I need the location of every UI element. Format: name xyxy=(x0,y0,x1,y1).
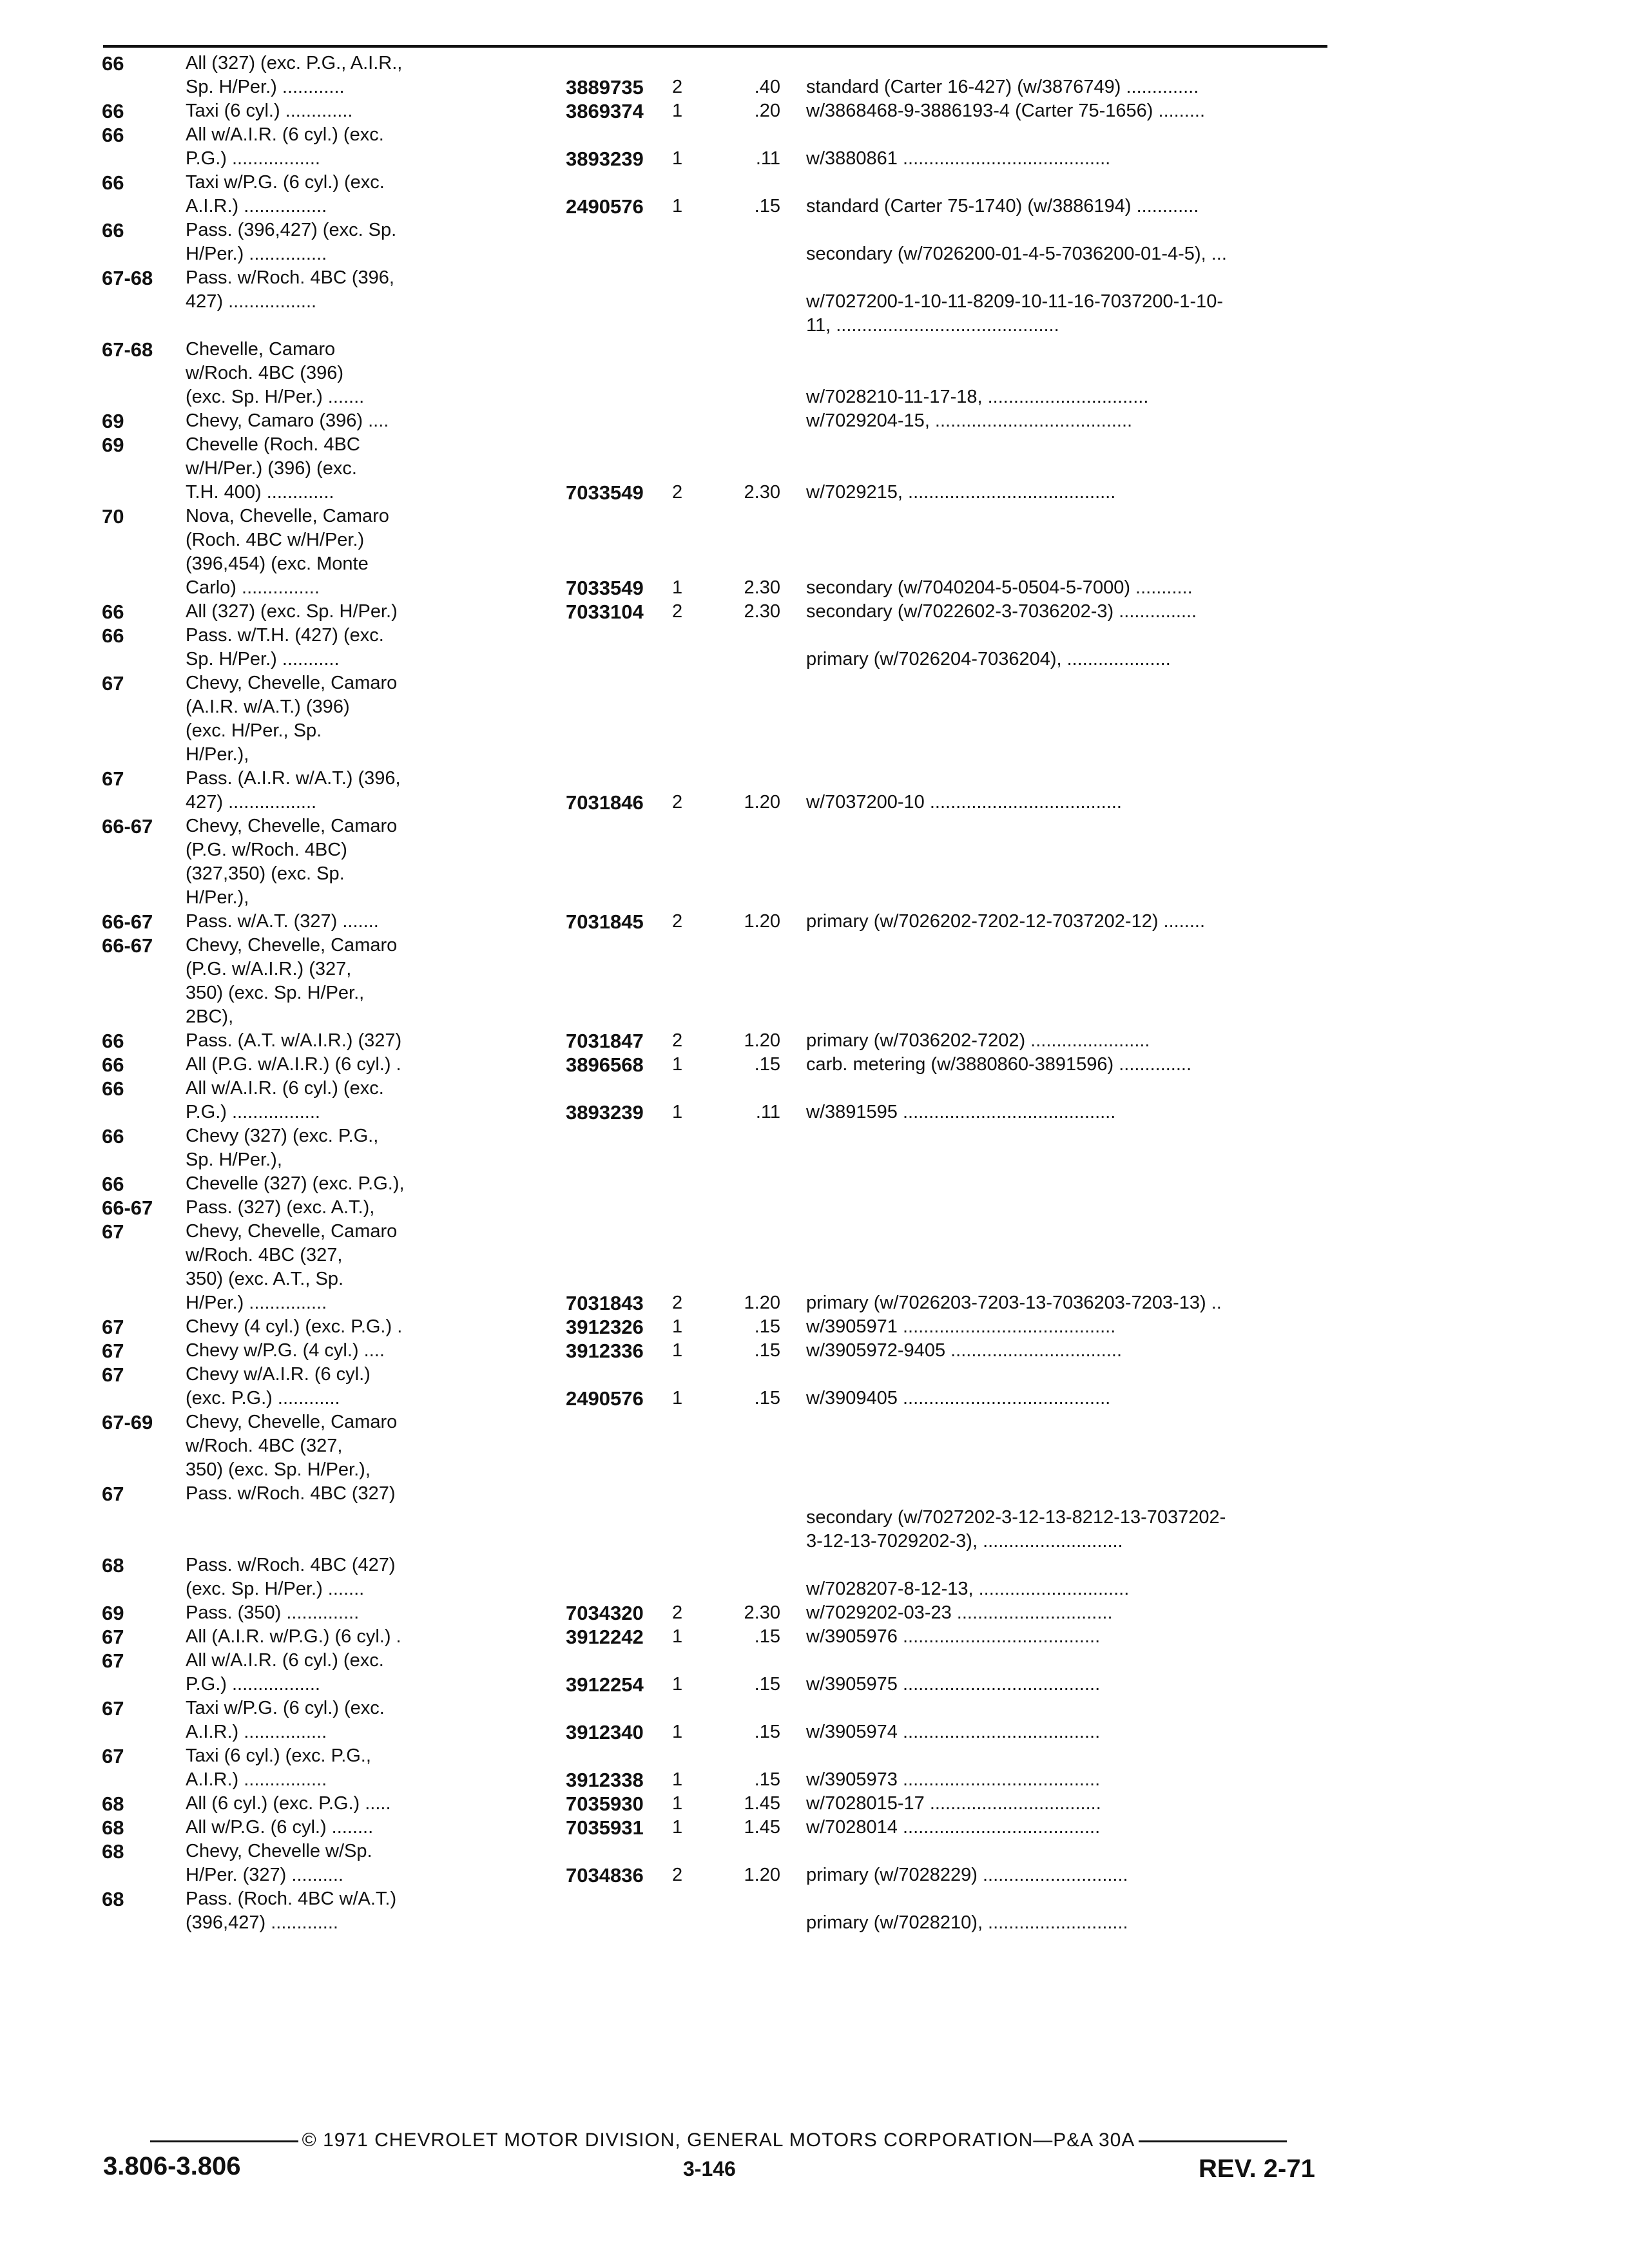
quantity: 2 xyxy=(672,1030,683,1051)
model-year: 68 xyxy=(102,1816,124,1839)
part-number xyxy=(566,624,672,648)
table-row xyxy=(102,433,1339,505)
quantity: 1 xyxy=(672,1817,683,1838)
quantity: 1 xyxy=(672,1626,683,1647)
price: 2.30 xyxy=(744,601,780,622)
application-description: Pass. (350) .............. xyxy=(186,1602,360,1623)
quantity: 1 xyxy=(672,1102,683,1122)
application-description: All (6 cyl.) (exc. P.G.) ..... xyxy=(186,1793,391,1814)
part-number xyxy=(566,1124,672,1148)
price: 1.20 xyxy=(744,1865,780,1885)
quantity: 1 xyxy=(672,1054,683,1075)
price: 1.20 xyxy=(744,911,780,932)
model-year: 66 xyxy=(102,1173,124,1195)
model-year: 66-67 xyxy=(102,1196,153,1219)
section-reference: 3.806-3.806 xyxy=(103,2152,241,2180)
part-number: 3912336 xyxy=(566,1340,644,1362)
model-year: 66 xyxy=(102,52,124,75)
quantity: 1 xyxy=(672,577,683,598)
application-description: All w/A.I.R. (6 cyl.) (exc. P.G.) ................. xyxy=(186,1650,384,1695)
model-year: 67-68 xyxy=(102,338,153,361)
application-description: All (327) (exc. P.G., A.I.R., Sp. H/Per.) ............ xyxy=(186,53,403,97)
usage-note: standard (Carter 75-1740) (w/3886194) ............ xyxy=(806,196,1199,216)
usage-note: primary (w/7028210), ........................... xyxy=(806,1912,1128,1933)
revision-label: REV. 2-71 xyxy=(1199,2155,1315,2183)
application-description: Chevy, Chevelle, Camaro (A.I.R. w/A.T.) (396) (exc. H/Per., Sp. H/Per.), xyxy=(186,673,398,765)
part-number: 7031846 xyxy=(566,791,644,814)
part-number: 3912242 xyxy=(566,1626,644,1648)
quantity xyxy=(672,1124,703,1148)
application-description: Pass. (A.T. w/A.I.R.) (327) xyxy=(186,1030,402,1051)
quantity: 2 xyxy=(672,911,683,932)
model-year: 66 xyxy=(102,601,124,623)
quantity: 2 xyxy=(672,601,683,622)
model-year: 66-67 xyxy=(102,910,153,933)
table-row xyxy=(102,1172,1339,1196)
price: 1.45 xyxy=(744,1793,780,1814)
model-year: 66 xyxy=(102,1125,124,1148)
table-row xyxy=(102,1840,1339,1887)
part-number: 7035931 xyxy=(566,1816,644,1839)
usage-note: w/7028210-11-17-18, ............................... xyxy=(806,387,1149,407)
price: .15 xyxy=(754,1626,780,1647)
part-number: 7033549 xyxy=(566,577,644,599)
part-number: 2490576 xyxy=(566,195,644,218)
application-description: Pass. (396,427) (exc. Sp. H/Per.) ............... xyxy=(186,220,397,264)
part-number: 3912326 xyxy=(566,1316,644,1338)
model-year: 69 xyxy=(102,434,124,456)
usage-note: primary (w/7026203-7203-13-7036203-7203-13) .. xyxy=(806,1293,1222,1313)
table-row xyxy=(102,1077,1339,1124)
part-number: 2490576 xyxy=(566,1387,644,1410)
application-description: Nova, Chevelle, Camaro (Roch. 4BC w/H/Per.) (396,454) (exc. Monte Carlo) ............... xyxy=(186,506,389,598)
quantity xyxy=(672,338,703,385)
quantity: 1 xyxy=(672,196,683,216)
model-year: 66 xyxy=(102,219,124,242)
table-row xyxy=(102,1792,1339,1816)
table-row xyxy=(102,1601,1339,1625)
usage-note: primary (w/7036202-7202) ....................... xyxy=(806,1030,1150,1051)
application-description: Pass. w/T.H. (427) (exc. Sp. H/Per.) ........... xyxy=(186,625,384,669)
application-description: All (A.I.R. w/P.G.) (6 cyl.) . xyxy=(186,1626,401,1647)
model-year: 66 xyxy=(102,1077,124,1100)
part-number xyxy=(566,1410,672,1458)
model-year: 68 xyxy=(102,1840,124,1863)
usage-note: w/3905976 ...................................... xyxy=(806,1626,1101,1647)
table-row xyxy=(102,1625,1339,1649)
price xyxy=(703,934,806,1005)
usage-note: w/3905973 ...................................... xyxy=(806,1769,1101,1790)
table-row xyxy=(102,99,1339,123)
application-description: Chevy (4 cyl.) (exc. P.G.) . xyxy=(186,1316,403,1337)
quantity: 2 xyxy=(672,792,683,812)
quantity xyxy=(672,1410,703,1458)
model-year: 66 xyxy=(102,1030,124,1052)
usage-note: secondary (w/7026200-01-4-5-7036200-01-4-5), ... xyxy=(806,244,1227,264)
quantity: 1 xyxy=(672,1674,683,1695)
application-description: Chevelle, Camaro w/Roch. 4BC (396) (exc. Sp. H/Per.) ....... xyxy=(186,339,365,407)
application-description: Chevy w/A.I.R. (6 cyl.) (exc. P.G.) ............ xyxy=(186,1364,371,1408)
model-year: 67 xyxy=(102,1220,124,1243)
price: 1.20 xyxy=(744,792,780,812)
usage-note: w/3868468-9-3886193-4 (Carter 75-1656) ......... xyxy=(806,101,1206,121)
table-row xyxy=(102,910,1339,934)
model-year: 68 xyxy=(102,1792,124,1815)
part-number: 7031843 xyxy=(566,1292,644,1314)
usage-note: w/3905971 ......................................... xyxy=(806,1316,1116,1337)
quantity xyxy=(672,934,703,1005)
table-row xyxy=(102,1410,1339,1482)
application-description: Pass. w/Roch. 4BC (396, 427) ................. xyxy=(186,267,394,312)
model-year: 68 xyxy=(102,1554,124,1577)
application-description: Taxi w/P.G. (6 cyl.) (exc. A.I.R.) ................ xyxy=(186,1698,385,1742)
part-number: 7031845 xyxy=(566,910,644,933)
quantity: 1 xyxy=(672,1316,683,1337)
application-description: Pass. w/Roch. 4BC (427) (exc. Sp. H/Per.) ....... xyxy=(186,1555,396,1599)
price: .15 xyxy=(754,1054,780,1075)
table-row xyxy=(102,266,1339,338)
part-number: 3912338 xyxy=(566,1769,644,1791)
usage-note: w/7028014 ...................................... xyxy=(806,1817,1101,1838)
model-year: 66 xyxy=(102,124,124,146)
usage-note: standard (Carter 16-427) (w/3876749) .............. xyxy=(806,77,1199,97)
part-number: 3912254 xyxy=(566,1673,644,1696)
usage-note: secondary (w/7040204-5-0504-5-7000) ........... xyxy=(806,577,1193,598)
application-description: Pass. w/A.T. (327) ....... xyxy=(186,911,379,932)
application-description: Chevy, Chevelle, Camaro (P.G. w/A.I.R.) (327, 350) (exc. Sp. H/Per., 2BC), xyxy=(186,935,398,1027)
application-description: Chevy w/P.G. (4 cyl.) .... xyxy=(186,1340,385,1361)
part-number: 7033104 xyxy=(566,601,644,623)
application-description: Chevy, Camaro (396) .... xyxy=(186,410,389,431)
price xyxy=(703,1887,806,1911)
usage-note: w/3891595 ......................................... xyxy=(806,1102,1116,1122)
application-description: Taxi (6 cyl.) ............. xyxy=(186,101,353,121)
application-description: Chevy, Chevelle, Camaro w/Roch. 4BC (327, 350) (exc. A.T., Sp. H/Per.) ............... xyxy=(186,1221,398,1313)
part-number xyxy=(566,934,672,1005)
model-year: 67 xyxy=(102,1626,124,1648)
application-description: Pass. w/Roch. 4BC (327) xyxy=(186,1483,396,1504)
price: .15 xyxy=(754,1769,780,1790)
page-number: 3-146 xyxy=(683,2157,736,2180)
table-row xyxy=(102,1553,1339,1601)
table-row xyxy=(102,1196,1339,1220)
quantity xyxy=(672,1553,703,1577)
top-rule xyxy=(103,45,1327,48)
model-year: 66-67 xyxy=(102,815,153,838)
usage-note: w/7028207-8-12-13, ............................. xyxy=(806,1579,1130,1599)
model-year: 66-67 xyxy=(102,934,153,957)
application-description: All (327) (exc. Sp. H/Per.) xyxy=(186,601,398,622)
usage-note: secondary (w/7027202-3-12-13-8212-13-7037202- 3-12-13-7029202-3), ........................... xyxy=(806,1507,1226,1552)
quantity: 1 xyxy=(672,101,683,121)
model-year: 67 xyxy=(102,1745,124,1767)
price: 1.20 xyxy=(744,1293,780,1313)
table-row xyxy=(102,505,1339,600)
part-number xyxy=(566,814,672,886)
parts-list xyxy=(102,52,1339,1935)
application-description: Taxi (6 cyl.) (exc. P.G., A.I.R.) ................ xyxy=(186,1745,371,1790)
table-row xyxy=(102,934,1339,1029)
application-description: Chevy, Chevelle w/Sp. H/Per. (327) .......... xyxy=(186,1841,372,1885)
quantity: 1 xyxy=(672,1388,683,1408)
quantity xyxy=(672,1887,703,1911)
model-year: 69 xyxy=(102,410,124,432)
price xyxy=(703,624,806,648)
price: .15 xyxy=(754,196,780,216)
model-year: 67 xyxy=(102,1363,124,1386)
price: 2.30 xyxy=(744,1602,780,1623)
application-description: Taxi w/P.G. (6 cyl.) (exc. A.I.R.) ................ xyxy=(186,172,385,216)
table-row xyxy=(102,1339,1339,1363)
usage-note: carb. metering (w/3880860-3891596) .............. xyxy=(806,1054,1192,1075)
quantity xyxy=(672,671,703,743)
quantity: 2 xyxy=(672,77,683,97)
usage-note: w/3905972-9405 ................................. xyxy=(806,1340,1123,1361)
usage-note: primary (w/7028229) ............................ xyxy=(806,1865,1128,1885)
table-row xyxy=(102,52,1339,99)
application-description: Chevy, Chevelle, Camaro w/Roch. 4BC (327, 350) (exc. Sp. H/Per.), xyxy=(186,1412,398,1480)
table-row xyxy=(102,171,1339,218)
usage-note: primary (w/7026202-7202-12-7037202-12) ........ xyxy=(806,911,1206,932)
usage-note: w/7029215, ........................................ xyxy=(806,482,1116,503)
table-row xyxy=(102,1363,1339,1410)
quantity xyxy=(672,266,703,290)
usage-note: w/7037200-10 ..................................... xyxy=(806,792,1122,812)
application-description: Pass. (Roch. 4BC w/A.T.) (396,427) ............. xyxy=(186,1888,397,1933)
price xyxy=(703,814,806,886)
model-year: 69 xyxy=(102,1602,124,1624)
quantity: 2 xyxy=(672,1865,683,1885)
price xyxy=(703,1553,806,1577)
part-number: 3893239 xyxy=(566,1101,644,1124)
part-number: 3912340 xyxy=(566,1721,644,1744)
price: .11 xyxy=(755,1102,780,1122)
quantity xyxy=(672,624,703,648)
table-row xyxy=(102,671,1339,767)
model-year: 67 xyxy=(102,767,124,790)
usage-note: w/3905974 ...................................... xyxy=(806,1722,1101,1742)
table-row xyxy=(102,600,1339,624)
price: .15 xyxy=(754,1722,780,1742)
usage-note: w/7028015-17 ................................. xyxy=(806,1793,1101,1814)
price: .15 xyxy=(754,1316,780,1337)
price: .15 xyxy=(754,1388,780,1408)
price xyxy=(703,218,806,242)
part-number xyxy=(566,1887,672,1911)
part-number: 7034320 xyxy=(566,1602,644,1624)
quantity: 2 xyxy=(672,482,683,503)
table-row xyxy=(102,1887,1339,1935)
part-number: 7031847 xyxy=(566,1030,644,1052)
usage-note: w/7029204-15, ...................................... xyxy=(806,410,1133,431)
table-row xyxy=(102,1482,1339,1553)
table-row xyxy=(102,624,1339,671)
quantity xyxy=(672,218,703,242)
usage-note: w/3880861 ........................................ xyxy=(806,148,1111,169)
price xyxy=(703,266,806,290)
quantity: 1 xyxy=(672,1769,683,1790)
model-year: 67 xyxy=(102,1483,124,1505)
application-description: Pass. (A.I.R. w/A.T.) (396, 427) ................. xyxy=(186,768,401,812)
table-row xyxy=(102,1029,1339,1053)
part-number: 7033549 xyxy=(566,481,644,504)
model-year: 67-69 xyxy=(102,1411,153,1434)
table-row xyxy=(102,1744,1339,1792)
quantity: 1 xyxy=(672,1340,683,1361)
model-year: 67 xyxy=(102,1340,124,1362)
model-year: 67 xyxy=(102,672,124,695)
application-description: Chevelle (327) (exc. P.G.), xyxy=(186,1173,405,1194)
price: .11 xyxy=(755,148,780,169)
table-row xyxy=(102,1696,1339,1744)
table-row xyxy=(102,1315,1339,1339)
quantity: 2 xyxy=(672,1602,683,1623)
quantity: 2 xyxy=(672,1293,683,1313)
application-description: All w/A.I.R. (6 cyl.) (exc. P.G.) ................. xyxy=(186,1078,384,1122)
usage-note: secondary (w/7022602-3-7036202-3) ............... xyxy=(806,601,1197,622)
price xyxy=(703,1124,806,1148)
price xyxy=(703,338,806,385)
part-number xyxy=(566,266,672,290)
quantity: 1 xyxy=(672,148,683,169)
model-year: 67 xyxy=(102,1649,124,1672)
model-year: 66 xyxy=(102,1053,124,1076)
copyright-line: © 1971 CHEVROLET MOTOR DIVISION, GENERAL MOTORS CORPORATION—P&A 30A xyxy=(103,2129,1334,2151)
part-number: 3889735 xyxy=(566,76,644,99)
usage-note: w/7027200-1-10-11-8209-10-11-16-7037200-1-10- 11, ........................................... xyxy=(806,291,1224,336)
application-description: Pass. (327) (exc. A.T.), xyxy=(186,1197,375,1218)
usage-note: w/3905975 ...................................... xyxy=(806,1674,1101,1695)
application-description: All w/A.I.R. (6 cyl.) (exc. P.G.) ................. xyxy=(186,124,384,169)
price: 1.20 xyxy=(744,1030,780,1051)
table-row xyxy=(102,409,1339,433)
usage-note: w/7029202-03-23 .............................. xyxy=(806,1602,1113,1623)
price: .20 xyxy=(754,101,780,121)
model-year: 66 xyxy=(102,171,124,194)
model-year: 67 xyxy=(102,1316,124,1338)
model-year: 66 xyxy=(102,100,124,122)
part-number xyxy=(566,1553,672,1577)
model-year: 66 xyxy=(102,624,124,647)
part-number xyxy=(566,338,672,385)
application-description: Chevy (327) (exc. P.G., Sp. H/Per.), xyxy=(186,1126,379,1170)
part-number xyxy=(566,218,672,242)
part-number: 7034836 xyxy=(566,1864,644,1887)
table-row xyxy=(102,338,1339,409)
application-description: Chevy, Chevelle, Camaro (P.G. w/Roch. 4BC) (327,350) (exc. Sp. H/Per.), xyxy=(186,816,398,908)
price: .40 xyxy=(754,77,780,97)
quantity: 1 xyxy=(672,1793,683,1814)
part-number xyxy=(566,671,672,743)
model-year: 70 xyxy=(102,505,124,528)
application-description: All w/P.G. (6 cyl.) ........ xyxy=(186,1817,374,1838)
part-number: 7035930 xyxy=(566,1792,644,1815)
table-row xyxy=(102,1220,1339,1315)
price: .15 xyxy=(754,1674,780,1695)
usage-note: primary (w/7026204-7036204), .................... xyxy=(806,649,1171,669)
model-year: 67-68 xyxy=(102,267,153,289)
usage-note: w/3909405 ........................................ xyxy=(806,1388,1111,1408)
application-description: Chevelle (Roch. 4BC w/H/Per.) (396) (exc. T.H. 400) ............. xyxy=(186,434,360,503)
table-row xyxy=(102,123,1339,171)
part-number: 3869374 xyxy=(566,100,644,122)
price xyxy=(703,1410,806,1458)
application-description: All (P.G. w/A.I.R.) (6 cyl.) . xyxy=(186,1054,401,1075)
price: 2.30 xyxy=(744,577,780,598)
model-year: 67 xyxy=(102,1697,124,1720)
table-row xyxy=(102,1124,1339,1172)
table-row xyxy=(102,767,1339,814)
table-row xyxy=(102,814,1339,910)
model-year: 68 xyxy=(102,1888,124,1910)
table-row xyxy=(102,1053,1339,1077)
price xyxy=(703,671,806,743)
quantity xyxy=(672,814,703,886)
part-number: 3896568 xyxy=(566,1053,644,1076)
price: .15 xyxy=(754,1340,780,1361)
table-row xyxy=(102,218,1339,266)
price: 1.45 xyxy=(744,1817,780,1838)
quantity: 1 xyxy=(672,1722,683,1742)
part-number: 3893239 xyxy=(566,148,644,170)
table-row xyxy=(102,1816,1339,1840)
table-row xyxy=(102,1649,1339,1696)
price: 2.30 xyxy=(744,482,780,503)
